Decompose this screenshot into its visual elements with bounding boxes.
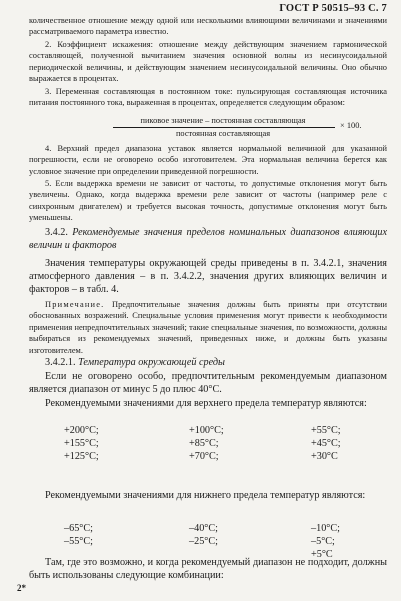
note-block bbox=[29, 299, 387, 356]
ripple-formula bbox=[29, 116, 387, 140]
formula-multiplier: × 100. bbox=[340, 121, 362, 130]
note-label: Примечание. bbox=[45, 300, 105, 309]
note-4-block bbox=[29, 143, 387, 177]
paragraph-4: 4. Верхний предел диапазона уставок является нормальной величиной для указанной погрешности, если не оговорено особо изготовителем. Эта нормальная величина берется как условное значение при определении приведенной погрешности. bbox=[29, 144, 387, 176]
section-3-4-2-1-number: 3.4.2.1. bbox=[45, 357, 76, 368]
note-text: Предпочтительные значения должны быть приняты при отсутствии обоснованных возражений. Специальные условия применения могут привести к необходимости применения непредпочтительных значений; такие специальные значения, по возможности, должны выбираться из рекомендуемых значений, приведенных ниже, и должны быть указаны изготовителем. bbox=[29, 300, 387, 355]
formula-denominator: постоянная составляющая bbox=[175, 129, 271, 138]
lower-value: +5°С bbox=[311, 549, 333, 560]
lower-value: –40°С; bbox=[189, 523, 218, 534]
paragraph-intro bbox=[29, 15, 387, 38]
upper-value: +85°С; bbox=[189, 438, 219, 449]
lower-value: –55°С; bbox=[64, 536, 93, 547]
lower-limit-intro bbox=[29, 489, 387, 502]
paragraph-2: 2. Коэффициент искажения: отношение между действующим значением гармонической составляющей, полученной вычитанием значения основной волны из несинусоидальной периодической величины, и действующим значением несинусоидальной величины. Оно обычно выражается в процентах. bbox=[29, 40, 387, 84]
formula-numerator: пиковое значение – постоянная составляющая bbox=[140, 116, 306, 125]
lower-value: –25°С; bbox=[189, 536, 218, 547]
note-5-block bbox=[29, 178, 387, 224]
note-3-block bbox=[29, 86, 387, 109]
upper-value: +55°С; bbox=[311, 425, 341, 436]
paragraph-5: 5. Если выдержка времени не зависит от частоты, то допустимые отклонения могут быть увеличены. Однако, когда выдержка времени реле зависит от частоты (например реле с синхронным двигателем) и требуется высокая точность, допустимые отклонения могут быть уменьшены. bbox=[29, 179, 387, 223]
lower-value: –65°С; bbox=[64, 523, 93, 534]
paragraph-10: Там, где это возможно, и когда рекомендуемый диапазон не подходит, должны быть использованы следующие комбинации: bbox=[29, 557, 387, 582]
section-3-4-2-1-title: Температура окружающей среды bbox=[78, 357, 225, 368]
page-header: ГОСТ Р 50515–93 С. 7 bbox=[279, 3, 387, 14]
upper-value: +30°С bbox=[311, 451, 338, 462]
temperature-pressure-refs bbox=[29, 257, 387, 297]
note-2-block bbox=[29, 39, 387, 85]
paragraph-1: количественное отношение между одной или несколькими влияющими величинами и значениями рассматриваемого параметра известно. bbox=[29, 16, 387, 37]
upper-value: +45°С; bbox=[311, 438, 341, 449]
preferred-range-block bbox=[29, 370, 387, 396]
upper-value: +70°С; bbox=[189, 451, 219, 462]
section-3-4-2-heading bbox=[29, 226, 387, 252]
section-3-4-2-title: Рекомендуемые значения пределов номинальных диапазонов влияющих величин и факторов bbox=[29, 227, 388, 252]
combinations-intro bbox=[29, 556, 387, 582]
upper-value: +200°С; bbox=[64, 425, 99, 436]
upper-limit-values bbox=[29, 424, 387, 464]
upper-value: +155°С; bbox=[64, 438, 99, 449]
lower-value: –5°С; bbox=[311, 536, 335, 547]
formula-fraction-bar bbox=[113, 127, 335, 128]
lower-value: –10°С; bbox=[311, 523, 340, 534]
upper-value: +125°С; bbox=[64, 451, 99, 462]
upper-limit-intro bbox=[29, 397, 387, 410]
section-3-4-2 bbox=[29, 226, 387, 252]
paragraph-7: Если не оговорено особо, предпочтительным рекомендуемым диапазоном является диапазон от минус 5 до плюс 40°С. bbox=[29, 371, 387, 396]
paragraph-9: Рекомендуемыми значениями для нижнего предела температур являются: bbox=[45, 490, 366, 501]
section-3-4-2-number: 3.4.2. bbox=[45, 227, 68, 238]
section-3-4-2-1-heading bbox=[29, 356, 387, 369]
note-paragraph bbox=[29, 299, 387, 356]
paragraph-3: 3. Переменная составляющая в постоянном токе: пульсирующая составляющая источника питания постоянного тока, выраженная в процентах, определяется следующим образом: bbox=[29, 87, 387, 108]
section-3-4-2-1 bbox=[29, 356, 387, 369]
page-footer-signature: 2* bbox=[17, 583, 26, 593]
upper-value: +100°С; bbox=[189, 425, 224, 436]
paragraph-6: Значения температуры окружающей среды приведены в п. 3.4.2.1, значения атмосферного давления – в п. 3.4.2.2, значения других влияющих величин и факторов – в табл. 4. bbox=[29, 258, 387, 296]
paragraph-8: Рекомендуемыми значениями для верхнего предела температур являются: bbox=[45, 398, 367, 409]
